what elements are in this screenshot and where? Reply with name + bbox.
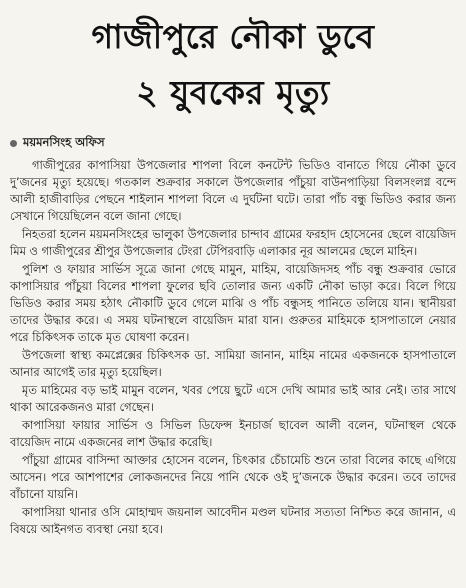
paragraph: নিহতরা হলেন ময়মনসিংহের ভালুকা উপজেলার চান্দাব গ্রামের ফরহাদ হোসেনের ছেলে বায়েজিদ মিম ও গাজীপুরের শ্রীপুর উপজেলার টেংরা টেপিরবাড়ি এলাকার নূর আলমের ছেলে মাহিন। (10, 226, 456, 258)
paragraph: কাপাসিয়া থানার ওসি মোহাম্মদ জয়নাল আবেদীন মণ্ডল ঘটনার সত্যতা নিশ্চিত করে জানান, এ বিষয়ে আইনগত ব্যবস্থা নেয়া হবে। (10, 504, 456, 536)
paragraph: উপজেলা স্বাস্থ্য কমপ্লেক্সের চিকিৎসক ডা. সামিয়া জানান, মাহিম নামের একজনকে হাসপাতালে আনার আগেই তার মৃত্যু হয়েছিল। (10, 347, 456, 379)
byline (10, 134, 456, 153)
headline-line-1: গাজীপুরে নৌকা ডুবে (91, 17, 375, 56)
paragraph: পাঁচুয়া গ্রামের বাসিন্দা আক্তার হোসেন বলেন, চিৎকার চেঁচামেচি শুনে তারা বিলের কাছে এগিয়ে আসেন। পরে আশপাশের লোকজনদের নিয়ে পানি থেকে ওই দু’জনকে উদ্ধার করেন। তবে তাদের বাঁচানো যায়নি। (10, 452, 456, 501)
paragraph: পুলিশ ও ফায়ার সার্ভিস সূত্রে জানা গেছে মামুন, মাহিম, বায়েজিদসহ পাঁচ বন্ধু শুক্রবার ভোরে কাপাসিয়ার পাঁচুয়া বিলের শাপলা ফুলের ছবি তোলার জন্য একটি নৌকা ভাড়া করে। বিলে গিয়ে ভিডিও করার সময় হঠাৎ নৌকাটি ডুবে গেলে মাঝি ও পাঁচ বন্ধুসহ পানিতে তলিয়ে যান। স্থানীয়রা তাদের উদ্ধার করে। এ সময় ঘটনাস্থলে বায়েজিদ মারা যান। গুরুতর মাহিমকে হাসপাতালে নেয়ার পরে চিকিৎসক তাকে মৃত ঘোষণা করেন। (10, 261, 456, 344)
paragraph: মৃত মাহিমের বড় ভাই মামুন বলেন, খবর পেয়ে ছুটে এসে দেখি আমার ভাই আর নেই। তার সাথে থাকা আরেকজনও মারা গেছেন। (10, 382, 456, 414)
byline-text: ময়মনসিংহ অফিস (23, 134, 105, 149)
bullet-icon (10, 140, 17, 147)
article-body (10, 157, 456, 538)
headline-line-2: ২ যুবকের মৃত্যু (136, 72, 330, 112)
paragraph: কাপাসিয়া ফায়ার সার্ভিস ও সিভিল ডিফেন্স ইনচার্জ ছাবেল আলী বলেন, ঘটনাস্থল থেকে বায়েজিদ নামে একজনের লাশ উদ্ধার করেছি। (10, 417, 456, 449)
headline (10, 0, 456, 112)
paragraph: গাজীপুরের কাপাসিয়া উপজেলার শাপলা বিলে কনটেন্ট ভিডিও বানাতে গিয়ে নৌকা ডুবে দু’জনের মৃত্যু হয়েছে। গতকাল শুক্রবার সকালে উপজেলার পাঁচুয়া বাউনপাড়িয়া বিলসংলগ্ন বন্দে আলী হাজীবাড়ির পেছনে শাইলান শাপলা বিলে এ দুর্ঘটনা ঘটে। তারা পাঁচ বন্ধু ভিডিও করার জন্য সেখানে গিয়েছিলেন বলে জানা গেছে। (10, 157, 456, 223)
